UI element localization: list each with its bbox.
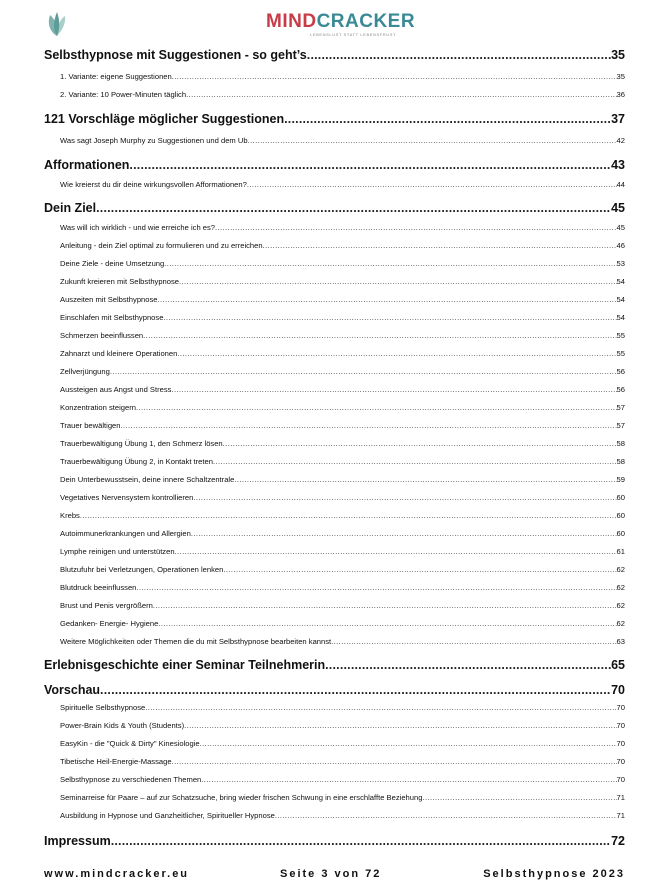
toc-section-entry[interactable]: [60, 420, 625, 432]
toc-entry-page: 62: [616, 583, 625, 592]
toc-section-entry[interactable]: [60, 600, 625, 612]
toc-entry-page: 55: [616, 349, 625, 358]
toc-entry-title: Seminarreise für Paare – auf zur Schatzsuche, bring wieder frischen Schwung in eine erschlaffte Beziehung: [60, 793, 423, 802]
toc-leader-dots: [307, 46, 611, 64]
toc-leader-dots: [177, 348, 616, 360]
toc-chapter-entry[interactable]: [44, 656, 625, 674]
toc-chapter-entry[interactable]: [44, 199, 625, 217]
toc-entry-title: EasyKin - die "Quick & Dirty" Kinesiologie: [60, 739, 200, 748]
toc-leader-dots: [223, 438, 617, 450]
toc-entry-title: Krebs: [60, 511, 80, 520]
toc-section-entry[interactable]: [60, 546, 625, 558]
toc-leader-dots: [248, 135, 617, 147]
toc-section-entry[interactable]: [60, 294, 625, 306]
toc-entry-page: 35: [611, 48, 625, 62]
toc-section-entry[interactable]: [60, 222, 625, 234]
toc-section-entry[interactable]: [60, 402, 625, 414]
toc-entry-title: Vegetatives Nervensystem kontrollieren: [60, 493, 194, 502]
toc-entry-page: 44: [616, 180, 625, 189]
brand-part-2: CRACKER: [316, 11, 416, 32]
toc-leader-dots: [121, 420, 617, 432]
page-footer: [44, 868, 625, 882]
toc-section-entry[interactable]: [60, 348, 625, 360]
toc-entry-page: 70: [616, 757, 625, 766]
toc-leader-dots: [215, 222, 617, 234]
toc-entry-title: 2. Variante: 10 Power-Minuten täglich: [60, 90, 187, 99]
toc-section-entry[interactable]: [60, 276, 625, 288]
toc-section-entry[interactable]: [60, 810, 625, 822]
toc-section-entry[interactable]: [60, 330, 625, 342]
toc-entry-title: Erlebnisgeschichte einer Seminar Teilnehmerin: [44, 658, 326, 672]
toc-leader-dots: [200, 738, 617, 750]
toc-leader-dots: [331, 636, 616, 648]
toc-leader-dots: [223, 564, 616, 576]
toc-section-entry[interactable]: [60, 564, 625, 576]
toc-section-entry[interactable]: [60, 366, 625, 378]
toc-leader-dots: [193, 492, 616, 504]
toc-leader-dots: [172, 756, 617, 768]
toc-entry-title: 121 Vorschläge möglicher Suggestionen: [44, 112, 285, 126]
toc-entry-title: Selbsthypnose mit Suggestionen - so geht’s: [44, 48, 307, 62]
toc-entry-title: Ausbildung in Hypnose und Ganzheitlicher, Spiritueller Hypnose: [60, 811, 275, 820]
toc-section-entry[interactable]: [60, 720, 625, 732]
toc-entry-page: 43: [611, 158, 625, 172]
footer-website: www.mindcracker.eu: [44, 868, 190, 880]
toc-entry-title: Aussteigen aus Angst und Stress: [60, 385, 172, 394]
toc-leader-dots: [164, 258, 616, 270]
brand-tagline: LEBENSLUST STATT LEBENSFRUST: [310, 32, 397, 37]
toc-entry-title: Trauerbewältigung Übung 2, in Kontakt treten: [60, 457, 213, 466]
toc-entry-title: Zellverjüngung: [60, 367, 110, 376]
toc-section-entry[interactable]: [60, 179, 625, 191]
toc-entry-page: 62: [616, 601, 625, 610]
toc-section-entry[interactable]: [60, 71, 625, 83]
toc-leader-dots: [172, 71, 617, 83]
brand-name: [266, 11, 416, 32]
toc-leader-dots: [153, 600, 617, 612]
brand-part-1: MIND: [266, 11, 317, 32]
toc-entry-page: 45: [616, 223, 625, 232]
toc-section-entry[interactable]: [60, 792, 625, 804]
toc-entry-page: 42: [616, 136, 625, 145]
toc-leader-dots: [201, 774, 616, 786]
toc-leader-dots: [129, 156, 611, 174]
toc-entry-title: Dein Ziel: [44, 201, 97, 215]
toc-leader-dots: [234, 474, 616, 486]
toc-entry-page: 62: [616, 565, 625, 574]
toc-entry-title: Wie kreierst du dir deine wirkungsvollen Afformationen?: [60, 180, 247, 189]
toc-entry-page: 59: [616, 475, 625, 484]
toc-entry-page: 71: [616, 793, 625, 802]
toc-leader-dots: [247, 179, 617, 191]
toc-entry-page: 57: [616, 403, 625, 412]
toc-entry-page: 72: [611, 834, 625, 848]
toc-entry-title: Konzentration steigern: [60, 403, 136, 412]
toc-entry-title: Zahnarzt und kleinere Operationen: [60, 349, 178, 358]
toc-section-entry[interactable]: [60, 492, 625, 504]
toc-entry-page: 63: [616, 637, 625, 646]
toc-entry-page: 70: [616, 775, 625, 784]
toc-entry-title: Deine Ziele - deine Umsetzung: [60, 259, 165, 268]
toc-section-entry[interactable]: [60, 89, 625, 101]
toc-entry-title: Gedanken- Energie- Hygiene: [60, 619, 159, 628]
toc-entry-page: 62: [616, 619, 625, 628]
toc-leader-dots: [136, 402, 617, 414]
toc-entry-page: 53: [616, 259, 625, 268]
footer-page-info: Seite 3 von 72: [280, 868, 382, 880]
toc-entry-page: 37: [611, 112, 625, 126]
page-header: [0, 8, 668, 44]
toc-leader-dots: [111, 832, 611, 850]
toc-leader-dots: [179, 276, 617, 288]
toc-entry-page: 60: [616, 493, 625, 502]
toc-entry-title: Auszeiten mit Selbsthypnose: [60, 295, 158, 304]
toc-entry-page: 46: [616, 241, 625, 250]
toc-section-entry[interactable]: [60, 756, 625, 768]
toc-entry-title: Tibetische Heil-Energie-Massage: [60, 757, 172, 766]
toc-section-entry[interactable]: [60, 582, 625, 594]
toc-chapter-entry[interactable]: [44, 832, 625, 850]
toc-entry-title: Impressum: [44, 834, 111, 848]
toc-entry-title: Autoimmunerkrankungen und Allergien: [60, 529, 191, 538]
toc-entry-title: Was will ich wirklich - und wie erreiche ich es?: [60, 223, 216, 232]
toc-section-entry[interactable]: [60, 240, 625, 252]
toc-leader-dots: [171, 384, 616, 396]
toc-entry-title: Einschlafen mit Selbsthypnose: [60, 313, 164, 322]
toc-chapter-entry[interactable]: [44, 110, 625, 128]
toc-entry-page: 70: [616, 703, 625, 712]
toc-leader-dots: [284, 110, 611, 128]
toc-leader-dots: [186, 89, 616, 101]
toc-entry-page: 56: [616, 385, 625, 394]
toc-entry-page: 56: [616, 367, 625, 376]
toc-section-entry[interactable]: [60, 618, 625, 630]
toc-entry-title: Power-Brain Kids & Youth (Students): [60, 721, 185, 730]
toc-entry-title: Lymphe reinigen und unterstützen: [60, 547, 175, 556]
toc-entry-page: 60: [616, 529, 625, 538]
toc-entry-title: Trauerbewältigung Übung 1, den Schmerz lösen: [60, 439, 223, 448]
toc-entry-page: 65: [611, 658, 625, 672]
toc-entry-page: 54: [616, 313, 625, 322]
toc-entry-page: 54: [616, 295, 625, 304]
toc-section-entry[interactable]: [60, 474, 625, 486]
toc-leader-dots: [184, 720, 616, 732]
toc-section-entry[interactable]: [60, 135, 625, 147]
toc-leader-dots: [263, 240, 617, 252]
leaf-logo-icon: [44, 10, 70, 38]
toc-section-entry[interactable]: [60, 258, 625, 270]
toc-leader-dots: [213, 456, 617, 468]
toc-section-entry[interactable]: [60, 456, 625, 468]
toc-section-entry[interactable]: [60, 702, 625, 714]
toc-leader-dots: [158, 618, 616, 630]
toc-entry-page: 55: [616, 331, 625, 340]
toc-entry-page: 45: [611, 201, 625, 215]
toc-leader-dots: [96, 199, 611, 217]
toc-leader-dots: [175, 546, 617, 558]
toc-entry-page: 58: [616, 457, 625, 466]
toc-entry-title: Vorschau: [44, 683, 101, 697]
toc-entry-page: 54: [616, 277, 625, 286]
toc-section-entry[interactable]: [60, 774, 625, 786]
toc-entry-page: 70: [611, 683, 625, 697]
toc-section-entry[interactable]: [60, 438, 625, 450]
toc-entry-page: 70: [616, 721, 625, 730]
toc-leader-dots: [163, 312, 616, 324]
toc-entry-title: Afformationen: [44, 158, 130, 172]
toc-section-entry[interactable]: [60, 636, 625, 648]
brand-logo: [266, 11, 416, 42]
toc-entry-title: Trauer bewältigen: [60, 421, 121, 430]
toc-leader-dots: [136, 582, 616, 594]
toc-section-entry[interactable]: [60, 384, 625, 396]
toc-entry-title: Anleitung - dein Ziel optimal zu formulieren und zu erreichen: [60, 241, 263, 250]
toc-entry-title: Was sagt Joseph Murphy zu Suggestionen und dem Ub: [60, 136, 248, 145]
toc-leader-dots: [100, 681, 611, 699]
toc-entry-title: Dein Unterbewusstsein, deine innere Schaltzentrale: [60, 475, 235, 484]
toc-leader-dots: [110, 366, 617, 378]
toc-section-entry[interactable]: [60, 312, 625, 324]
toc-entry-title: Schmerzen beeinflussen: [60, 331, 144, 340]
toc-chapter-entry[interactable]: [44, 681, 625, 699]
toc-entry-page: 36: [616, 90, 625, 99]
toc-section-entry[interactable]: [60, 528, 625, 540]
toc-chapter-entry[interactable]: [44, 156, 625, 174]
toc-entry-page: 35: [616, 72, 625, 81]
toc-entry-page: 60: [616, 511, 625, 520]
toc-entry-page: 71: [616, 811, 625, 820]
toc-leader-dots: [191, 528, 617, 540]
toc-leader-dots: [158, 294, 617, 306]
footer-doc-title: Selbsthypnose 2023: [483, 868, 625, 880]
toc-entry-title: Selbsthypnose zu verschiedenen Themen: [60, 775, 202, 784]
toc-entry-title: Weitere Möglichkeiten oder Themen die du mit Selbsthypnose bearbeiten kannst: [60, 637, 332, 646]
toc-leader-dots: [145, 702, 616, 714]
toc-leader-dots: [80, 510, 617, 522]
toc-entry-title: Blutzufuhr bei Verletzungen, Operationen lenken: [60, 565, 224, 574]
toc-leader-dots: [143, 330, 616, 342]
toc-section-entry[interactable]: [60, 510, 625, 522]
toc-entry-title: 1. Variante: eigene Suggestionen: [60, 72, 172, 81]
toc-section-entry[interactable]: [60, 738, 625, 750]
toc-entry-title: Zukunft kreieren mit Selbsthypnose: [60, 277, 180, 286]
toc-chapter-entry[interactable]: [44, 46, 625, 64]
toc-entry-title: Brust und Penis vergrößern: [60, 601, 153, 610]
toc-entry-page: 61: [616, 547, 625, 556]
toc-entry-title: Spirituelle Selbsthypnose: [60, 703, 146, 712]
toc-entry-title: Blutdruck beeinflussen: [60, 583, 137, 592]
toc-leader-dots: [275, 810, 617, 822]
toc-leader-dots: [325, 656, 611, 674]
toc-entry-page: 70: [616, 739, 625, 748]
toc-entry-page: 57: [616, 421, 625, 430]
toc-entry-page: 58: [616, 439, 625, 448]
toc-leader-dots: [422, 792, 616, 804]
